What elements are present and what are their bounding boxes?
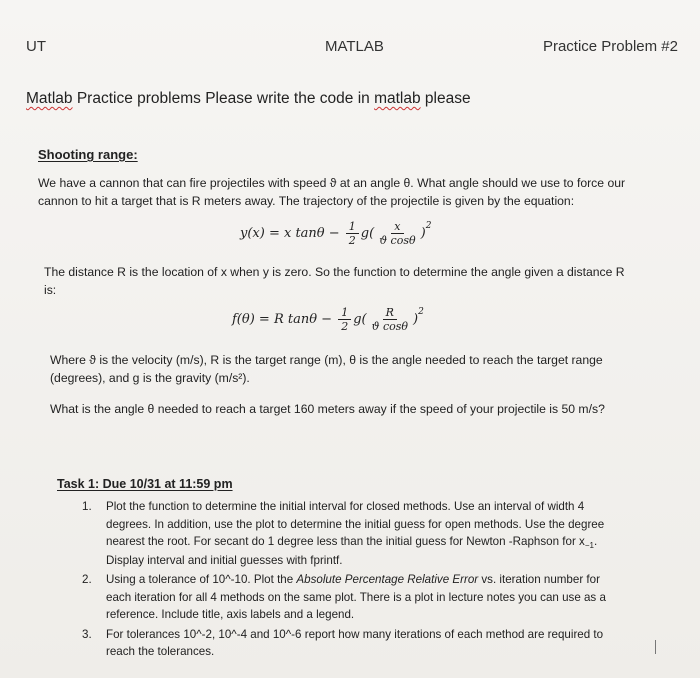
header-right: Practice Problem #2 [542,38,678,55]
cursor-mark [655,640,656,654]
title-middle: Practice problems Please write the code in [72,90,375,107]
eq2-lhs: f(θ) = R tanθ − [232,312,337,327]
title-word-matlab-2: matlab [374,90,421,107]
item1-text-a: Plot the function to determine the initial interval for closed methods. Use an interval of width 4 degrees. In addition, use the plot to determine the initial guess for open methods. Use the degree nearest the root. For secant do 1 degree less than the initial guess for Newton -Raphson for x [106,500,605,548]
eq1-lhs: y(x) = x tanθ − [240,226,344,241]
list-item [82,571,612,624]
header-left: UT [26,38,46,55]
eq2-g: g( [353,312,367,327]
eq2-half-num: 1 [338,306,351,320]
header-center: MATLAB [325,38,384,55]
document-title [26,90,471,108]
eq2-power: 2 [418,306,424,317]
eq1-main-fraction [376,220,418,247]
trajectory-equation [240,220,431,247]
eq1-close: ) [420,226,426,241]
title-suffix: please [420,90,471,107]
eq1-num: x [391,220,403,234]
task-list [82,498,612,663]
item-number: 1. [82,500,92,513]
item-text [106,571,612,624]
item1-text-b: . Display interval and initial guesses with fprintf. [106,535,598,567]
eq2-num: R [383,306,397,320]
intro-paragraph: We have a cannon that can fire projectiles with speed ϑ at an angle θ. What angle should we use to force our cannon to hit a target that is R meters away. The trajectory of the projectile is given by the equation: [38,176,626,208]
where-paragraph: Where ϑ is the velocity (m/s), R is the target range (m), θ is the angle needed to reach the target range (degrees), and g is the gravity (m/s²). [50,353,603,385]
eq2-den: ϑ cosθ [371,320,409,333]
item2-italic: Absolute Percentage Relative Error [296,573,479,586]
item-number: 3. [82,627,92,641]
eq2-half-fraction [338,306,351,333]
title-word-matlab: Matlab [26,90,73,107]
eq1-half-fraction [346,220,359,247]
eq2-close: ) [413,312,419,327]
item2-text-b: vs. iteration number for each iteration for all 4 methods on the same plot. There is a plot in lecture notes you can use as a reference. Include title, axis labels and a legend. [106,573,606,621]
list-item [82,498,612,569]
angle-function-equation [232,306,424,333]
eq1-half-den: 2 [348,234,356,247]
eq2-main-fraction [369,306,411,333]
item-text: For tolerances 10^-2, 10^-4 and 10^-6 report how many iterations of each method are required to reach the tolerances. [106,627,604,658]
item2-text-a: Using a tolerance of 10^-10. Plot the [106,573,297,586]
question-paragraph: What is the angle θ needed to reach a target 160 meters away if the speed of your projectile is 50 m/s? [50,402,605,416]
item-number: 2. [82,573,92,586]
section-heading-shooting-range: Shooting range: [38,147,138,162]
list-item [82,626,612,661]
task-heading: Task 1: Due 10/31 at 11:59 pm [57,477,233,491]
eq1-den: ϑ cosθ [379,234,416,247]
item-text [106,498,612,569]
eq1-half-num: 1 [346,220,359,234]
item1-subscript: −1 [584,541,594,550]
eq2-half-den: 2 [341,320,349,333]
distance-paragraph: The distance R is the location of x when y is zero. So the function to determine the angle given a distance R is: [44,265,625,297]
eq1-g: g( [360,226,375,241]
eq1-power: 2 [425,220,432,231]
